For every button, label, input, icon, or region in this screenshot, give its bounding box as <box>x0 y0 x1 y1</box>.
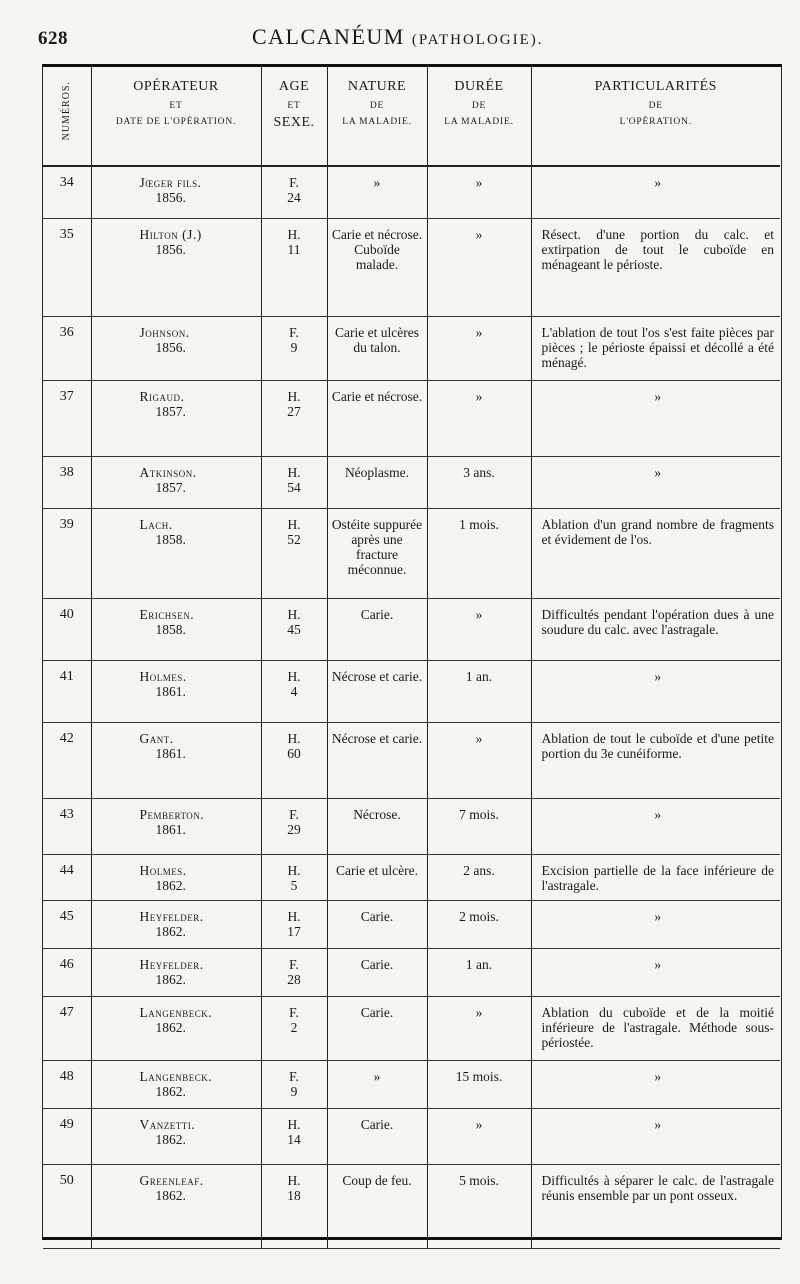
age-text: 29 <box>287 821 301 837</box>
cell-numero <box>43 854 91 900</box>
cell-duree <box>427 1164 531 1248</box>
cell-particularites <box>531 316 780 380</box>
case-table <box>43 67 780 1249</box>
cell-particularites <box>531 1060 780 1108</box>
table-row <box>43 456 780 508</box>
cell-particularites <box>531 598 780 660</box>
duree-text: » <box>475 226 483 242</box>
duree-text: 1 an. <box>465 956 493 972</box>
duree-text: » <box>475 730 483 746</box>
operation-year: 1862. <box>155 1019 186 1035</box>
cell-age-sexe <box>261 854 327 900</box>
cell-numero <box>43 948 91 996</box>
sex-text: F. <box>289 956 299 972</box>
cell-nature <box>327 218 427 316</box>
table-row <box>43 1108 780 1164</box>
particularites-text: Difficultés pendant l'opération dues à une soudure du calc. avec l'astragale. <box>541 606 774 637</box>
cell-nature <box>327 996 427 1060</box>
cell-nature <box>327 1060 427 1108</box>
age-text: 52 <box>287 531 301 547</box>
particularites-text: L'ablation de tout l'os s'est faite pièces par pièces ; le périoste épaissi et décollé a été ménagé. <box>541 324 774 370</box>
cell-duree <box>427 660 531 722</box>
header-duree-line1: DURÉE <box>454 79 504 94</box>
table-body <box>43 166 780 1248</box>
table-row <box>43 900 780 948</box>
cell-numero <box>43 1108 91 1164</box>
cell-operateur <box>91 166 261 218</box>
table-row <box>43 598 780 660</box>
cell-particularites <box>531 996 780 1060</box>
particularites-text: » <box>654 464 662 480</box>
operation-year: 1858. <box>155 531 186 547</box>
particularites-text: » <box>654 908 662 924</box>
cell-nature <box>327 900 427 948</box>
nature-text: » <box>373 1068 381 1084</box>
sex-text: H. <box>287 1172 301 1188</box>
age-text: 18 <box>287 1187 301 1203</box>
operator-name: Jœger fils. <box>139 175 202 190</box>
cell-nature <box>327 508 427 598</box>
header-age-line3: SEXE. <box>273 115 315 130</box>
cell-numero <box>43 218 91 316</box>
table-row <box>43 996 780 1060</box>
cell-numero <box>43 508 91 598</box>
cell-operateur <box>91 456 261 508</box>
cell-numero <box>43 456 91 508</box>
page-header <box>0 22 800 56</box>
operator-name: Atkinson. <box>139 464 197 480</box>
numero-text: 48 <box>59 1068 74 1084</box>
cell-duree <box>427 996 531 1060</box>
table-row <box>43 380 780 456</box>
sex-text: H. <box>287 1116 301 1132</box>
cell-particularites <box>531 1164 780 1248</box>
header-operateur-line2: ET <box>169 101 183 111</box>
sex-text: F. <box>289 1068 299 1084</box>
cell-nature <box>327 456 427 508</box>
operator-name: Holmes. <box>139 668 187 684</box>
cell-numero <box>43 996 91 1060</box>
particularites-text: » <box>654 1068 662 1084</box>
numero-text: 38 <box>59 464 74 480</box>
nature-text: Carie. <box>360 908 394 924</box>
numero-text: 45 <box>59 908 74 924</box>
particularites-text: » <box>654 175 662 190</box>
cell-numero <box>43 798 91 854</box>
cell-particularites <box>531 380 780 456</box>
operation-year: 1858. <box>155 621 186 637</box>
cell-particularites <box>531 508 780 598</box>
header-nature-line2: DE <box>369 101 385 111</box>
nature-text: Carie. <box>360 956 394 972</box>
cell-operateur <box>91 1164 261 1248</box>
age-text: 9 <box>290 339 298 355</box>
cell-nature <box>327 380 427 456</box>
operation-year: 1862. <box>155 877 186 893</box>
operator-name: Lach. <box>139 516 173 532</box>
cell-duree <box>427 722 531 798</box>
cell-particularites <box>531 456 780 508</box>
duree-text: 2 mois. <box>459 908 499 924</box>
cell-numero <box>43 166 91 218</box>
header-duree-line3: LA MALADIE. <box>444 117 514 127</box>
operator-name: Greenleaf. <box>139 1172 204 1188</box>
duree-text: 15 mois. <box>455 1068 503 1084</box>
duree-text: 5 mois. <box>459 1172 499 1188</box>
particularites-text: » <box>654 1116 662 1132</box>
age-text: 17 <box>287 923 301 939</box>
cell-operateur <box>91 996 261 1060</box>
nature-text: Carie. <box>360 1004 394 1020</box>
cell-age-sexe <box>261 598 327 660</box>
duree-text: 1 mois. <box>459 516 499 532</box>
table-row <box>43 316 780 380</box>
particularites-text: Ablation d'un grand nombre de fragments et évidement de l'os. <box>541 516 774 547</box>
age-text: 5 <box>290 877 298 893</box>
numero-text: 42 <box>59 730 74 746</box>
header-age-line2: ET <box>287 101 301 111</box>
header-nature-line3: LA MALADIE. <box>342 117 412 127</box>
cell-age-sexe <box>261 1108 327 1164</box>
cell-numero <box>43 722 91 798</box>
cell-nature <box>327 854 427 900</box>
nature-text: Carie et ulcères du talon. <box>335 324 419 355</box>
cell-age-sexe <box>261 316 327 380</box>
numero-text: 41 <box>59 668 74 684</box>
cell-particularites <box>531 1108 780 1164</box>
running-title-sub: (PATHOLOGIE). <box>411 32 544 48</box>
cell-age-sexe <box>261 508 327 598</box>
operation-year: 1856. <box>155 190 186 205</box>
nature-text: Ostéite suppurée après une fracture méconnue. <box>331 516 423 577</box>
operation-year: 1861. <box>155 821 186 837</box>
table-row <box>43 508 780 598</box>
cell-age-sexe <box>261 380 327 456</box>
numero-text: 37 <box>59 388 74 404</box>
age-text: 24 <box>287 190 301 205</box>
cell-age-sexe <box>261 722 327 798</box>
sex-text: H. <box>287 226 301 242</box>
cell-particularites <box>531 722 780 798</box>
particularites-text: Ablation du cuboïde et de la moitié inférieure de l'astragale. Méthode sous-périostée. <box>541 1004 774 1050</box>
table-row <box>43 1164 780 1248</box>
duree-text: 2 ans. <box>463 862 495 878</box>
duree-text: » <box>475 1004 483 1020</box>
cell-operateur <box>91 948 261 996</box>
cell-operateur <box>91 316 261 380</box>
age-text: 60 <box>287 745 301 761</box>
age-text: 9 <box>290 1083 298 1099</box>
operation-year: 1861. <box>155 745 186 761</box>
numero-text: 39 <box>59 516 74 532</box>
cell-nature <box>327 316 427 380</box>
numero-text: 50 <box>59 1172 74 1188</box>
header-operateur <box>91 67 261 166</box>
sex-text: F. <box>289 1004 299 1020</box>
age-text: 54 <box>287 479 301 495</box>
header-numeros <box>43 67 91 166</box>
cell-duree <box>427 380 531 456</box>
cell-numero <box>43 900 91 948</box>
particularites-text: » <box>654 956 662 972</box>
cell-age-sexe <box>261 996 327 1060</box>
table-row <box>43 660 780 722</box>
sex-text: F. <box>289 806 299 822</box>
cell-numero <box>43 1164 91 1248</box>
nature-text: Néoplasme. <box>344 464 410 480</box>
cell-operateur <box>91 218 261 316</box>
operator-name: Langenbeck. <box>139 1068 213 1084</box>
operation-year: 1862. <box>155 1187 186 1203</box>
sex-text: H. <box>287 908 301 924</box>
header-particularites-line1: PARTICULARITÉS <box>594 79 717 94</box>
cell-duree <box>427 854 531 900</box>
sex-text: F. <box>289 324 299 340</box>
cell-numero <box>43 598 91 660</box>
table-row <box>43 948 780 996</box>
header-age <box>261 67 327 166</box>
cell-duree <box>427 1108 531 1164</box>
header-duree-line2: DE <box>471 101 487 111</box>
cell-particularites <box>531 798 780 854</box>
cell-duree <box>427 456 531 508</box>
duree-text: » <box>475 606 483 622</box>
operator-name: Pemberton. <box>139 806 205 822</box>
sex-text: F. <box>289 175 299 190</box>
cell-particularites <box>531 660 780 722</box>
table-row <box>43 722 780 798</box>
cell-particularites <box>531 900 780 948</box>
cell-nature <box>327 948 427 996</box>
operator-name: Gant. <box>139 730 174 746</box>
duree-text: 7 mois. <box>459 806 499 822</box>
sex-text: H. <box>287 516 301 532</box>
cell-age-sexe <box>261 166 327 218</box>
operator-name: Heyfelder. <box>139 908 204 924</box>
cell-operateur <box>91 508 261 598</box>
particularites-text: Excision partielle de la face inférieure de l'astragale. <box>541 862 774 893</box>
header-numeros-label: NUMÉROS. <box>61 81 73 141</box>
cell-age-sexe <box>261 218 327 316</box>
cell-age-sexe <box>261 1060 327 1108</box>
cell-duree <box>427 598 531 660</box>
cell-age-sexe <box>261 1164 327 1248</box>
cell-particularites <box>531 948 780 996</box>
cell-duree <box>427 948 531 996</box>
cell-age-sexe <box>261 948 327 996</box>
operation-year: 1862. <box>155 1131 186 1147</box>
cell-duree <box>427 218 531 316</box>
nature-text: Nécrose et carie. <box>331 730 423 746</box>
numero-text: 40 <box>59 606 74 622</box>
cell-operateur <box>91 900 261 948</box>
age-text: 27 <box>287 403 301 419</box>
duree-text: » <box>475 175 483 190</box>
cell-operateur <box>91 380 261 456</box>
age-text: 14 <box>287 1131 301 1147</box>
sex-text: H. <box>287 668 301 684</box>
nature-text: Coup de feu. <box>342 1172 412 1188</box>
operation-year: 1856. <box>155 339 186 355</box>
operator-name: Vanzetti. <box>139 1116 196 1132</box>
numero-text: 34 <box>59 175 74 190</box>
sex-text: H. <box>287 730 301 746</box>
particularites-text: » <box>654 388 662 404</box>
particularites-text: Difficultés à séparer le calc. de l'astragale réunis ensemble par un pont osseux. <box>541 1172 774 1203</box>
cell-duree <box>427 508 531 598</box>
cell-age-sexe <box>261 456 327 508</box>
operator-name: Hilton (J.) <box>139 226 202 242</box>
age-text: 4 <box>290 683 298 699</box>
cell-age-sexe <box>261 660 327 722</box>
nature-text: » <box>373 175 381 190</box>
numero-text: 46 <box>59 956 74 972</box>
operator-name: Langenbeck. <box>139 1004 213 1020</box>
duree-text: » <box>475 1116 483 1132</box>
duree-text: » <box>475 324 483 340</box>
operation-year: 1856. <box>155 241 186 257</box>
cell-duree <box>427 798 531 854</box>
cell-numero <box>43 1060 91 1108</box>
header-operateur-line3: DATE DE L'OPÉRATION. <box>115 117 237 127</box>
sex-text: H. <box>287 606 301 622</box>
age-text: 2 <box>290 1019 298 1035</box>
sex-text: H. <box>287 862 301 878</box>
numero-text: 35 <box>59 226 74 242</box>
table-row <box>43 218 780 316</box>
cell-nature <box>327 1164 427 1248</box>
operation-year: 1857. <box>155 479 186 495</box>
running-title-main: CALCANÉUM <box>252 24 405 49</box>
operator-name: Holmes. <box>139 862 187 878</box>
cell-duree <box>427 166 531 218</box>
nature-text: Carie et ulcère. <box>335 862 419 878</box>
operation-year: 1862. <box>155 923 186 939</box>
cell-nature <box>327 166 427 218</box>
header-operateur-line1: OPÉRATEUR <box>133 79 219 94</box>
header-particularites <box>531 67 780 166</box>
header-duree <box>427 67 531 166</box>
nature-text: Nécrose et carie. <box>331 668 423 684</box>
cell-nature <box>327 798 427 854</box>
cell-operateur <box>91 660 261 722</box>
particularites-text: Résect. d'une portion du calc. et extirpation de tout le cuboïde en ménageant le périoste. <box>541 226 774 272</box>
running-title <box>252 24 544 50</box>
particularites-text: Ablation de tout le cuboïde et d'une petite portion du 3e cunéiforme. <box>541 730 774 761</box>
nature-text: Carie. <box>360 1116 394 1132</box>
table-header <box>43 67 780 166</box>
nature-text: Carie et nécrose. Cuboïde malade. <box>331 226 423 272</box>
cell-operateur <box>91 854 261 900</box>
nature-text: Carie. <box>360 606 394 622</box>
age-text: 28 <box>287 971 301 987</box>
case-table-frame <box>42 64 782 1240</box>
cell-particularites <box>531 166 780 218</box>
cell-numero <box>43 660 91 722</box>
header-particularites-line2: DE <box>648 101 663 111</box>
table-row <box>43 166 780 218</box>
numero-text: 44 <box>59 862 74 878</box>
numero-text: 47 <box>59 1004 74 1020</box>
cell-nature <box>327 598 427 660</box>
sex-text: H. <box>287 388 301 404</box>
cell-duree <box>427 900 531 948</box>
cell-nature <box>327 1108 427 1164</box>
operator-name: Heyfelder. <box>139 956 204 972</box>
duree-text: 3 ans. <box>463 464 495 480</box>
cell-nature <box>327 660 427 722</box>
page-number: 628 <box>38 28 68 49</box>
header-age-line1: AGE <box>278 79 310 94</box>
table-row <box>43 798 780 854</box>
duree-text: 1 an. <box>465 668 493 684</box>
cell-numero <box>43 316 91 380</box>
cell-operateur <box>91 1108 261 1164</box>
table-row <box>43 854 780 900</box>
numero-text: 36 <box>59 324 74 340</box>
cell-duree <box>427 1060 531 1108</box>
sex-text: H. <box>287 464 301 480</box>
numero-text: 49 <box>59 1116 74 1132</box>
nature-text: Nécrose. <box>353 806 401 822</box>
operator-name: Rigaud. <box>139 388 185 404</box>
cell-nature <box>327 722 427 798</box>
cell-operateur <box>91 1060 261 1108</box>
age-text: 11 <box>287 241 301 257</box>
numero-text: 43 <box>59 806 74 822</box>
operator-name: Erichsen. <box>139 606 195 622</box>
cell-particularites <box>531 218 780 316</box>
header-nature-line1: NATURE <box>347 79 407 94</box>
table-row <box>43 1060 780 1108</box>
nature-text: Carie et nécrose. <box>331 388 423 404</box>
cell-age-sexe <box>261 798 327 854</box>
operation-year: 1857. <box>155 403 186 419</box>
cell-numero <box>43 380 91 456</box>
operation-year: 1862. <box>155 1083 186 1099</box>
operation-year: 1861. <box>155 683 186 699</box>
cell-operateur <box>91 598 261 660</box>
cell-particularites <box>531 854 780 900</box>
particularites-text: » <box>654 806 662 822</box>
header-particularites-line3: L'OPÉRATION. <box>619 117 692 127</box>
header-nature <box>327 67 427 166</box>
cell-operateur <box>91 722 261 798</box>
operator-name: Johnson. <box>139 324 190 340</box>
duree-text: » <box>475 388 483 404</box>
age-text: 45 <box>287 621 301 637</box>
cell-operateur <box>91 798 261 854</box>
operation-year: 1862. <box>155 971 186 987</box>
particularites-text: » <box>654 668 662 684</box>
cell-age-sexe <box>261 900 327 948</box>
cell-duree <box>427 316 531 380</box>
